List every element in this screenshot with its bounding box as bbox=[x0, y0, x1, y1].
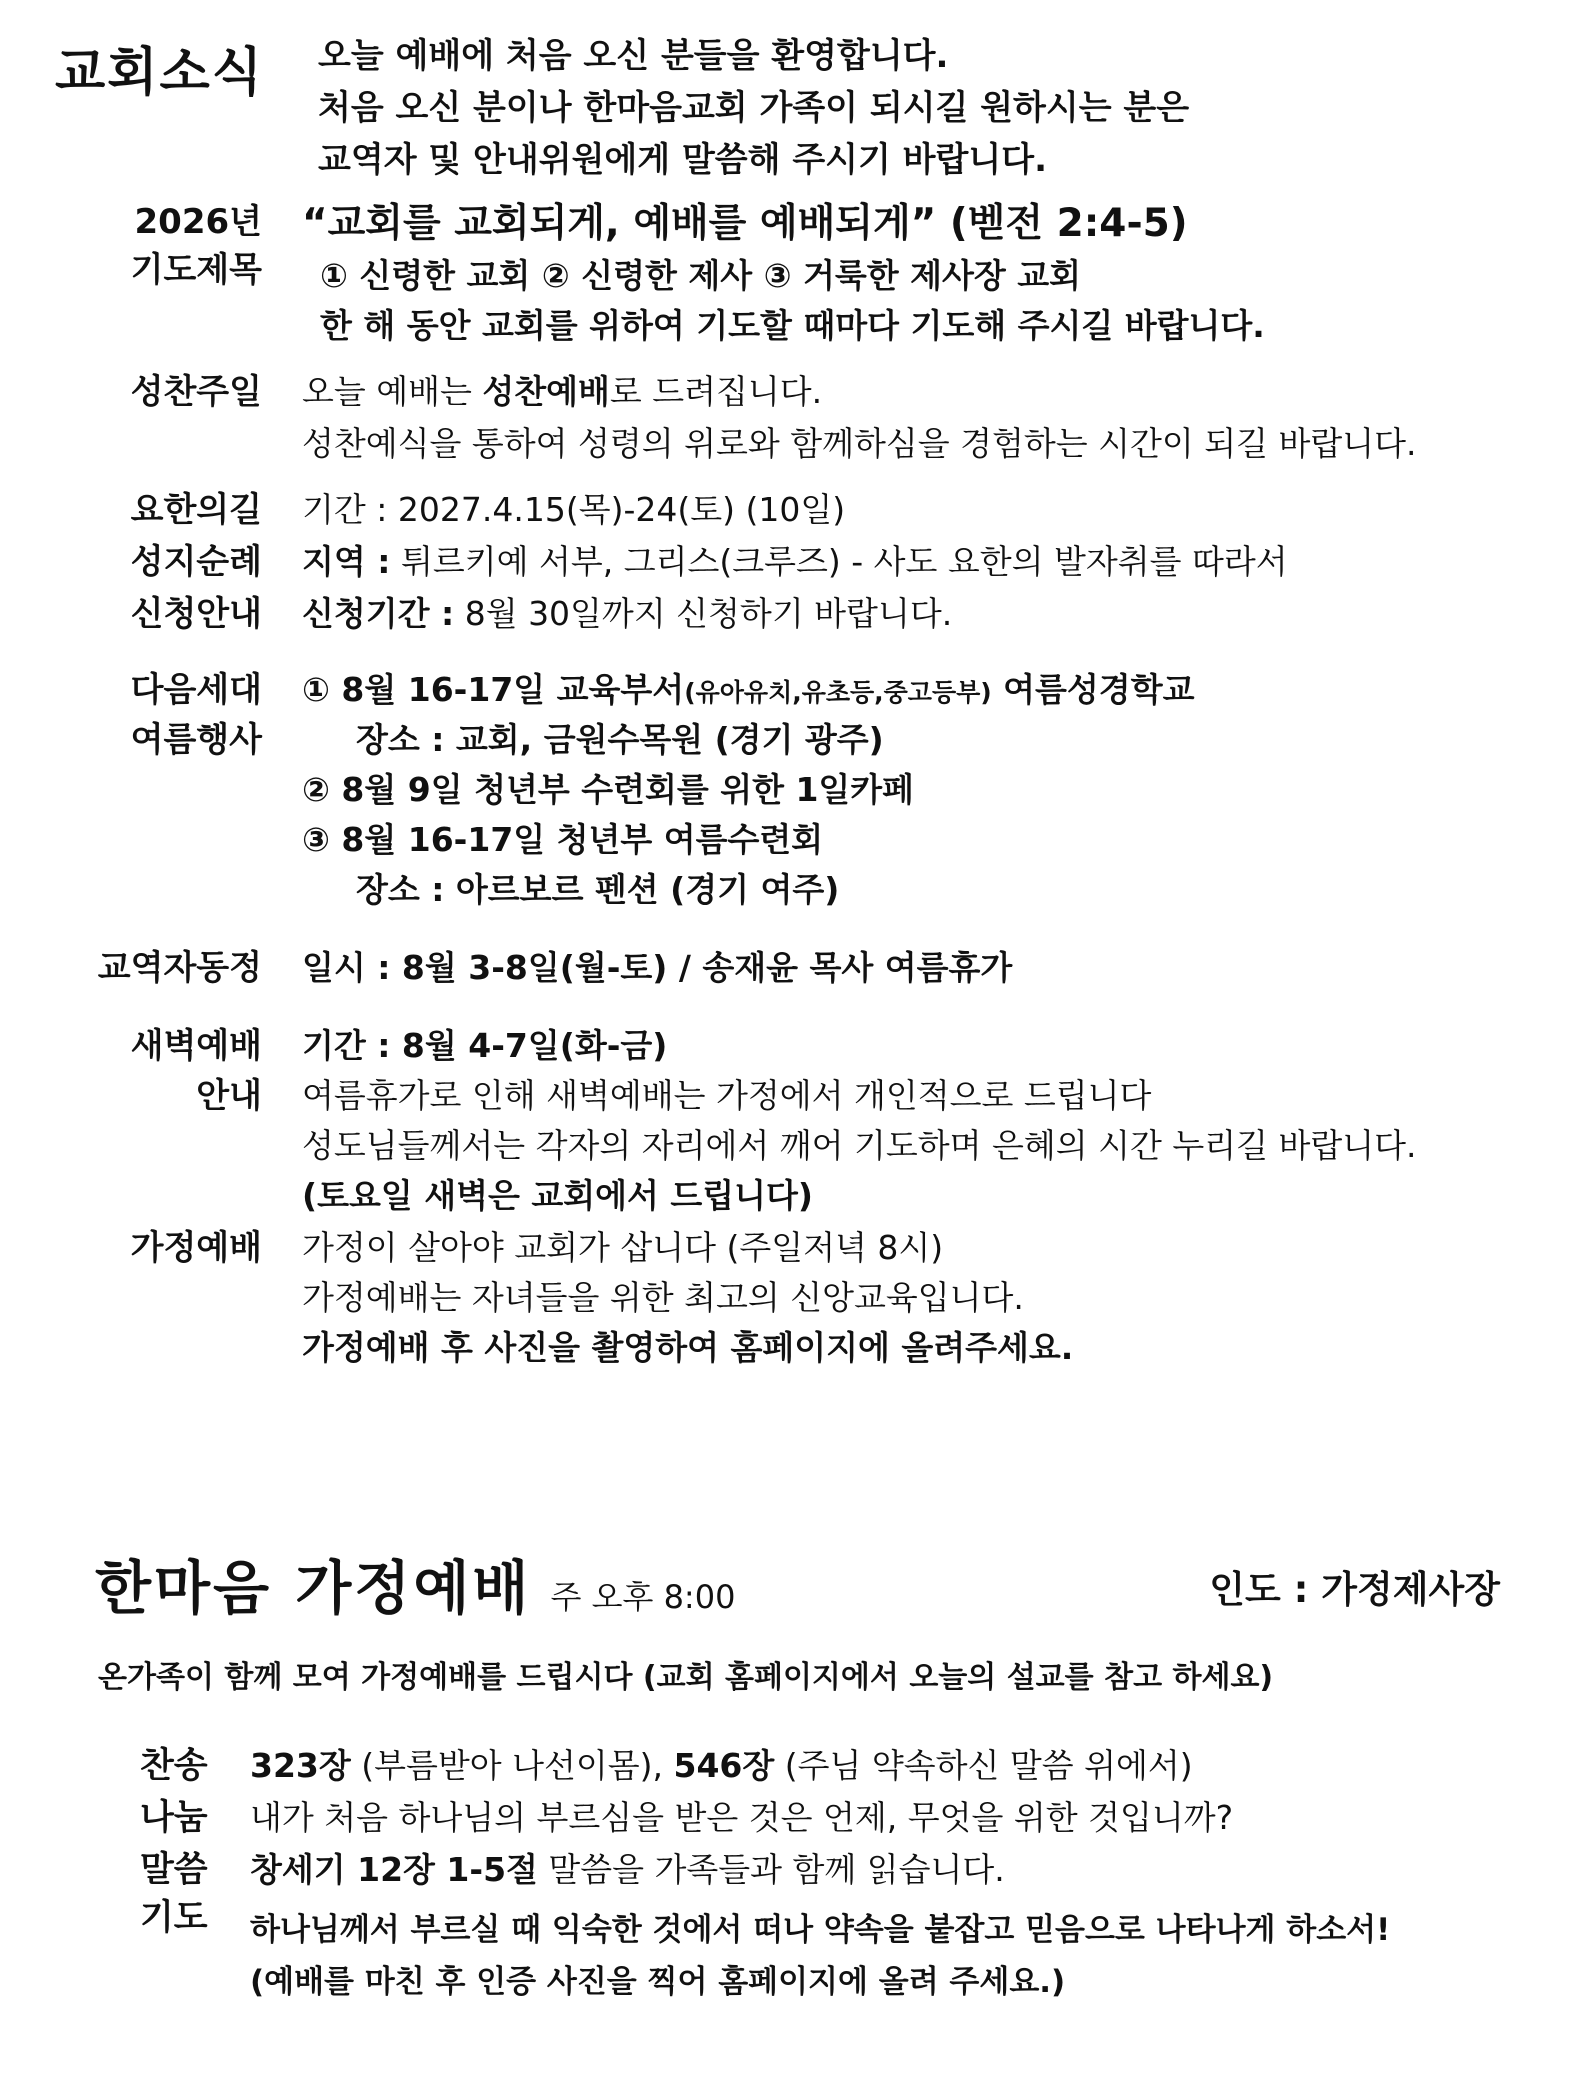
communion-label: 성찬주일 bbox=[130, 372, 262, 412]
welcome-line-2: 처음 오신 분이나 한마음교회 가족이 되시길 원하시는 분은 bbox=[318, 88, 1190, 128]
share-text: 내가 처음 하나님의 부르심을 받은 것은 언제, 무엇을 위한 것입니까? bbox=[250, 1798, 1234, 1837]
prayer-note: (예배를 마친 후 인증 사진을 찍어 홈페이지에 올려 주세요.) bbox=[250, 1964, 1066, 2000]
summer-label-1: 다음세대 bbox=[130, 670, 262, 710]
summer-line-1 bbox=[302, 664, 1194, 719]
prayer-label-title: 기도제목 bbox=[130, 250, 262, 290]
pilgrimage-label-2: 성지순례 bbox=[130, 542, 262, 582]
summer-line-2: 장소 : 교회, 금원수목원 (경기 광주) bbox=[356, 720, 884, 759]
summer-depts: (유아유치,유초등,중고등부) bbox=[684, 678, 992, 707]
news-title: 교회소식 bbox=[55, 43, 264, 103]
dawn-line-4: (토요일 새벽은 교회에서 드립니다) bbox=[302, 1176, 813, 1215]
prayer-label: 기도 bbox=[140, 1898, 208, 1938]
summer-vbs-name: 여름성경학교 bbox=[991, 670, 1195, 709]
hymn-a-title: (부름받아 나선이몸), bbox=[350, 1746, 674, 1785]
hymn-label: 찬송 bbox=[140, 1746, 208, 1786]
pilgrimage-region bbox=[302, 536, 1288, 588]
home-worship-title: 한마음 가정예배 bbox=[95, 1554, 532, 1622]
hymn-text bbox=[250, 1740, 1193, 1792]
region-value: 튀르키예 서부, 그리스(크루즈) - 사도 요한의 발자취를 따라서 bbox=[400, 542, 1288, 581]
dawn-label-1: 새벽예배 bbox=[130, 1026, 262, 1066]
region-key: 지역 : bbox=[302, 542, 391, 581]
home-worship-intro: 온가족이 함께 모여 가정예배를 드립시다 (교회 홈페이지에서 오늘의 설교를 참고 하세요) bbox=[98, 1660, 1274, 1695]
pilgrimage-label-1: 요한의길 bbox=[130, 490, 262, 530]
welcome-line-1: 오늘 예배에 처음 오신 분들을 환영합니다. bbox=[318, 36, 949, 76]
prayer-text: 하나님께서 부르실 때 익숙한 것에서 떠나 약속을 붙잡고 믿음으로 나타나게 하소서! bbox=[250, 1912, 1391, 1948]
communion-text-end: 로 드려집니다. bbox=[609, 372, 823, 411]
dawn-line-2: 여름휴가로 인해 새벽예배는 가정에서 개인적으로 드립니다 bbox=[302, 1076, 1152, 1115]
communion-bold: 성찬예배 bbox=[482, 372, 610, 411]
hymn-a: 323장 bbox=[250, 1746, 351, 1785]
word-desc: 말씀을 가족들과 함께 읽습니다. bbox=[537, 1850, 1005, 1889]
word-label: 말씀 bbox=[140, 1850, 208, 1890]
summer-line-4: ③ 8월 16-17일 청년부 여름수련회 bbox=[302, 820, 824, 859]
prayer-label-year: 2026년 bbox=[134, 202, 262, 242]
staff-text: 일시 : 8월 3-8일(월-토) / 송재윤 목사 여름휴가 bbox=[302, 948, 1013, 987]
pilgrimage-period bbox=[302, 484, 845, 536]
prayer-theme: “교회를 교회되게, 예배를 예배되게” (벧전 2:4-5) bbox=[302, 201, 1188, 246]
hymn-b-title: (주님 약속하신 말씀 위에서) bbox=[774, 1746, 1193, 1785]
apply-value: 8월 30일까지 신청하기 바랍니다. bbox=[464, 594, 953, 633]
apply-key: 신청기간 : bbox=[302, 594, 455, 633]
home-worship-leader: 인도 : 가정제사장 bbox=[1209, 1568, 1500, 1611]
summer-vbs: ① 8월 16-17일 교육부서 bbox=[302, 670, 685, 709]
staff-label: 교역자동정 bbox=[97, 948, 262, 988]
share-label: 나눔 bbox=[140, 1798, 208, 1838]
hymn-b: 546장 bbox=[673, 1746, 775, 1785]
period-key: 기간 : bbox=[302, 490, 388, 529]
dawn-line-3: 성도님들께서는 각자의 자리에서 깨어 기도하며 은혜의 시간 누리길 바랍니다. bbox=[302, 1126, 1417, 1165]
prayer-request: 한 해 동안 교회를 위하여 기도할 때마다 기도해 주시길 바랍니다. bbox=[320, 306, 1265, 345]
family-label: 가정예배 bbox=[130, 1228, 262, 1268]
communion-line-1 bbox=[302, 366, 822, 418]
word-text bbox=[250, 1844, 1005, 1896]
word-ref: 창세기 12장 1-5절 bbox=[250, 1850, 538, 1889]
pilgrimage-apply bbox=[302, 588, 952, 640]
home-worship-header bbox=[95, 1548, 735, 1643]
dawn-line-1: 기간 : 8월 4-7일(화-금) bbox=[302, 1026, 668, 1065]
family-line-3: 가정예배 후 사진을 촬영하여 홈페이지에 올려주세요. bbox=[302, 1328, 1074, 1367]
summer-label-2: 여름행사 bbox=[130, 720, 262, 760]
welcome-line-3: 교역자 및 안내위원에게 말씀해 주시기 바랍니다. bbox=[318, 140, 1047, 180]
pilgrimage-label-3: 신청안내 bbox=[130, 594, 262, 634]
summer-line-5: 장소 : 아르보르 펜션 (경기 여주) bbox=[356, 870, 840, 909]
communion-text: 오늘 예배는 bbox=[302, 372, 483, 411]
family-line-2: 가정예배는 자녀들을 위한 최고의 신앙교육입니다. bbox=[302, 1278, 1024, 1317]
communion-line-2: 성찬예식을 통하여 성령의 위로와 함께하심을 경험하는 시간이 되길 바랍니다. bbox=[302, 424, 1417, 463]
summer-line-3: ② 8월 9일 청년부 수련회를 위한 1일카페 bbox=[302, 770, 915, 809]
home-worship-time: 주 오후 8:00 bbox=[550, 1578, 736, 1616]
dawn-label-2: 안내 bbox=[196, 1076, 262, 1116]
family-line-1: 가정이 살아야 교회가 삽니다 (주일저녁 8시) bbox=[302, 1228, 944, 1267]
prayer-items: ① 신령한 교회 ② 신령한 제사 ③ 거룩한 제사장 교회 bbox=[320, 256, 1082, 295]
period-value: 2027.4.15(목)-24(토) (10일) bbox=[397, 490, 846, 529]
